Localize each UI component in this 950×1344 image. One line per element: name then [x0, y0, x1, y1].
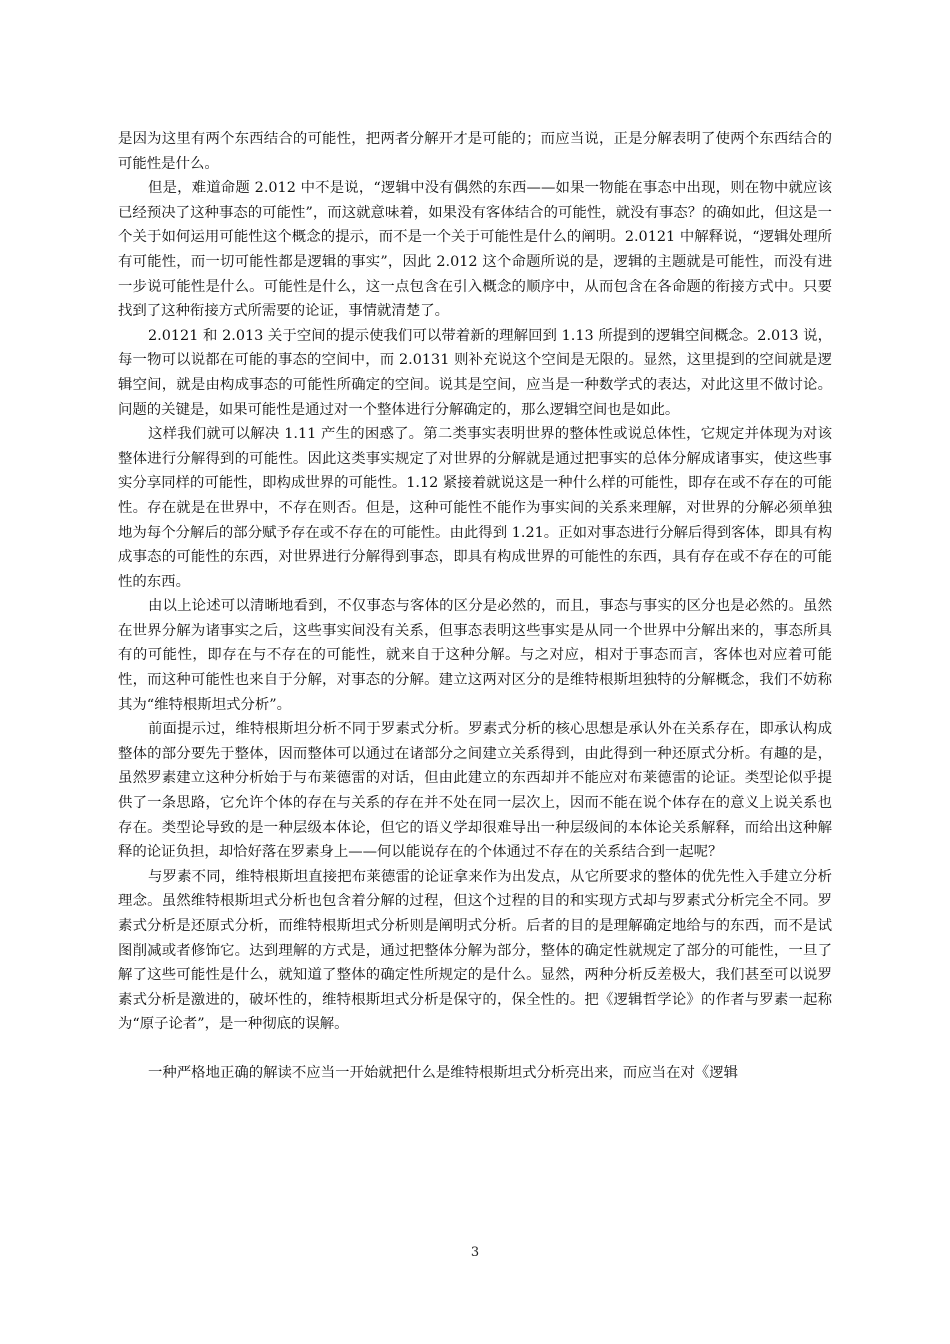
paragraph-1: 是因为这里有两个东西结合的可能性，把两者分解开才是可能的；而应当说，正是分解表明了使两个东西结合的可能性是什么。	[118, 131, 832, 172]
paragraph-2: 但是，难道命题 2.012 中不是说，“逻辑中没有偶然的东西——如果一物能在事态中出现，则在物中就应该已经预决了这种事态的可能性”，而这就意味着，如果没有客体结合的可能性，就没有事态？的确如此，但这是一个关于如何运用可能性这个概念的提示，而不是一个关于可能性是什么的阐明。2.0121 中解释说，“逻辑处理所有可能性，而一切可能性都是逻辑的事实”，因此 2.012 这个命题所说的是，逻辑的主题就是可能性，而没有进一步说可能性是什么。可能性是什么，这一点包含在引入概念的顺序中，从而包含在各命题的衔接方式中。只要找到了这种衔接方式所需要的论证，事情就清楚了。	[118, 180, 832, 320]
body-text	[118, 127, 832, 1086]
paragraph-3: 2.0121 和 2.013 关于空间的提示使我们可以带着新的理解回到 1.13 所提到的逻辑空间概念。2.013 说，每一物可以说都在可能的事态的空间中，而 2.0131 则补充说这个空间是无限的。显然，这里提到的空间就是逻辑空间，就是由构成事态的可能性所确定的空间。说其是空间，应当是一种数学式的表达，对此这里不做讨论。问题的关键是，如果可能性是通过对一个整体进行分解确定的，那么逻辑空间也是如此。	[118, 327, 832, 418]
paragraph-6: 前面提示过，维特根斯坦分析不同于罗素式分析。罗素式分析的核心思想是承认外在关系存在，即承认构成整体的部分要先于整体，因而整体可以通过在诸部分之间建立关系得到，由此得到一种还原式分析。有趣的是，虽然罗素建立这种分析始于与布莱德雷的对话，但由此建立的东西却并不能应对布莱德雷的论证。类型论似乎提供了一条思路，它允许个体的存在与关系的存在并不处在同一层次上，因而不能在说个体存在的意义上说关系也存在。类型论导致的是一种层级本体论，但它的语义学却很难导出一种层级间的本体论关系解释，而给出这种解释的论证负担，却恰好落在罗素身上——何以能说存在的个体通过不存在的关系结合到一起呢？	[118, 721, 832, 861]
page-number: 3	[470, 1245, 480, 1260]
paragraph-7: 与罗素不同，维特根斯坦直接把布莱德雷的论证拿来作为出发点，从它所要求的整体的优先性入手建立分析理念。虽然维特根斯坦式分析也包含着分解的过程，但这个过程的目的和实现方式却与罗素式分析完全不同。罗素式分析是还原式分析，而维特根斯坦式分析则是阐明式分析。后者的目的是理解确定地给与的东西，而不是试图削减或者修饰它。达到理解的方式是，通过把整体分解为部分，整体的确定性就规定了部分的可能性，一旦了解了这些可能性是什么，就知道了整体的确定性所规定的是什么。显然，两种分析反差极大，我们甚至可以说罗素式分析是激进的，破坏性的，维特根斯坦式分析是保守的，保全性的。把《逻辑哲学论》的作者与罗素一起称为“原子论者”，是一种彻底的误解。	[118, 868, 832, 1033]
paragraph-spacer	[118, 1037, 832, 1061]
paragraph-4: 这样我们就可以解决 1.11 产生的困惑了。第二类事实表明世界的整体性或说总体性，它规定并体现为对该整体进行分解得到的可能性。因此这类事实规定了对世界的分解就是通过把事实的总体分解成诸事实，使这些事实分享同样的可能性，即构成世界的可能性。1.12 紧接着就说这是一种什么样的可能性，即存在或不存在的可能性。存在就是在世界中，不存在则否。但是，这种可能性不能作为事实间的关系来理解，对世界的分解必须单独地为每个分解后的部分赋予存在或不存在的可能性。由此得到 1.21。正如对事态进行分解后得到客体，即具有构成事态的可能性的东西，对世界进行分解得到事态，即具有构成世界的可能性的东西，具有存在或不存在的可能性的东西。	[118, 426, 832, 590]
paragraph-5: 由以上论述可以清晰地看到，不仅事态与客体的区分是必然的，而且，事态与事实的区分也是必然的。虽然在世界分解为诸事实之后，这些事实间没有关系，但事态表明这些事实是从同一个世界中分解出来的，事态所具有的可能性，即存在与不存在的可能性，就来自于这种分解。与之对应，相对于事态而言，客体也对应着可能性，而这种可能性也来自于分解，对事态的分解。建立这两对区分的是维特根斯坦独特的分解概念，我们不妨称其为“维特根斯坦式分析”。	[118, 598, 832, 713]
paragraph-8: 一种严格地正确的解读不应当一开始就把什么是维特根斯坦式分析亮出来，而应当在对《逻辑	[148, 1064, 739, 1081]
